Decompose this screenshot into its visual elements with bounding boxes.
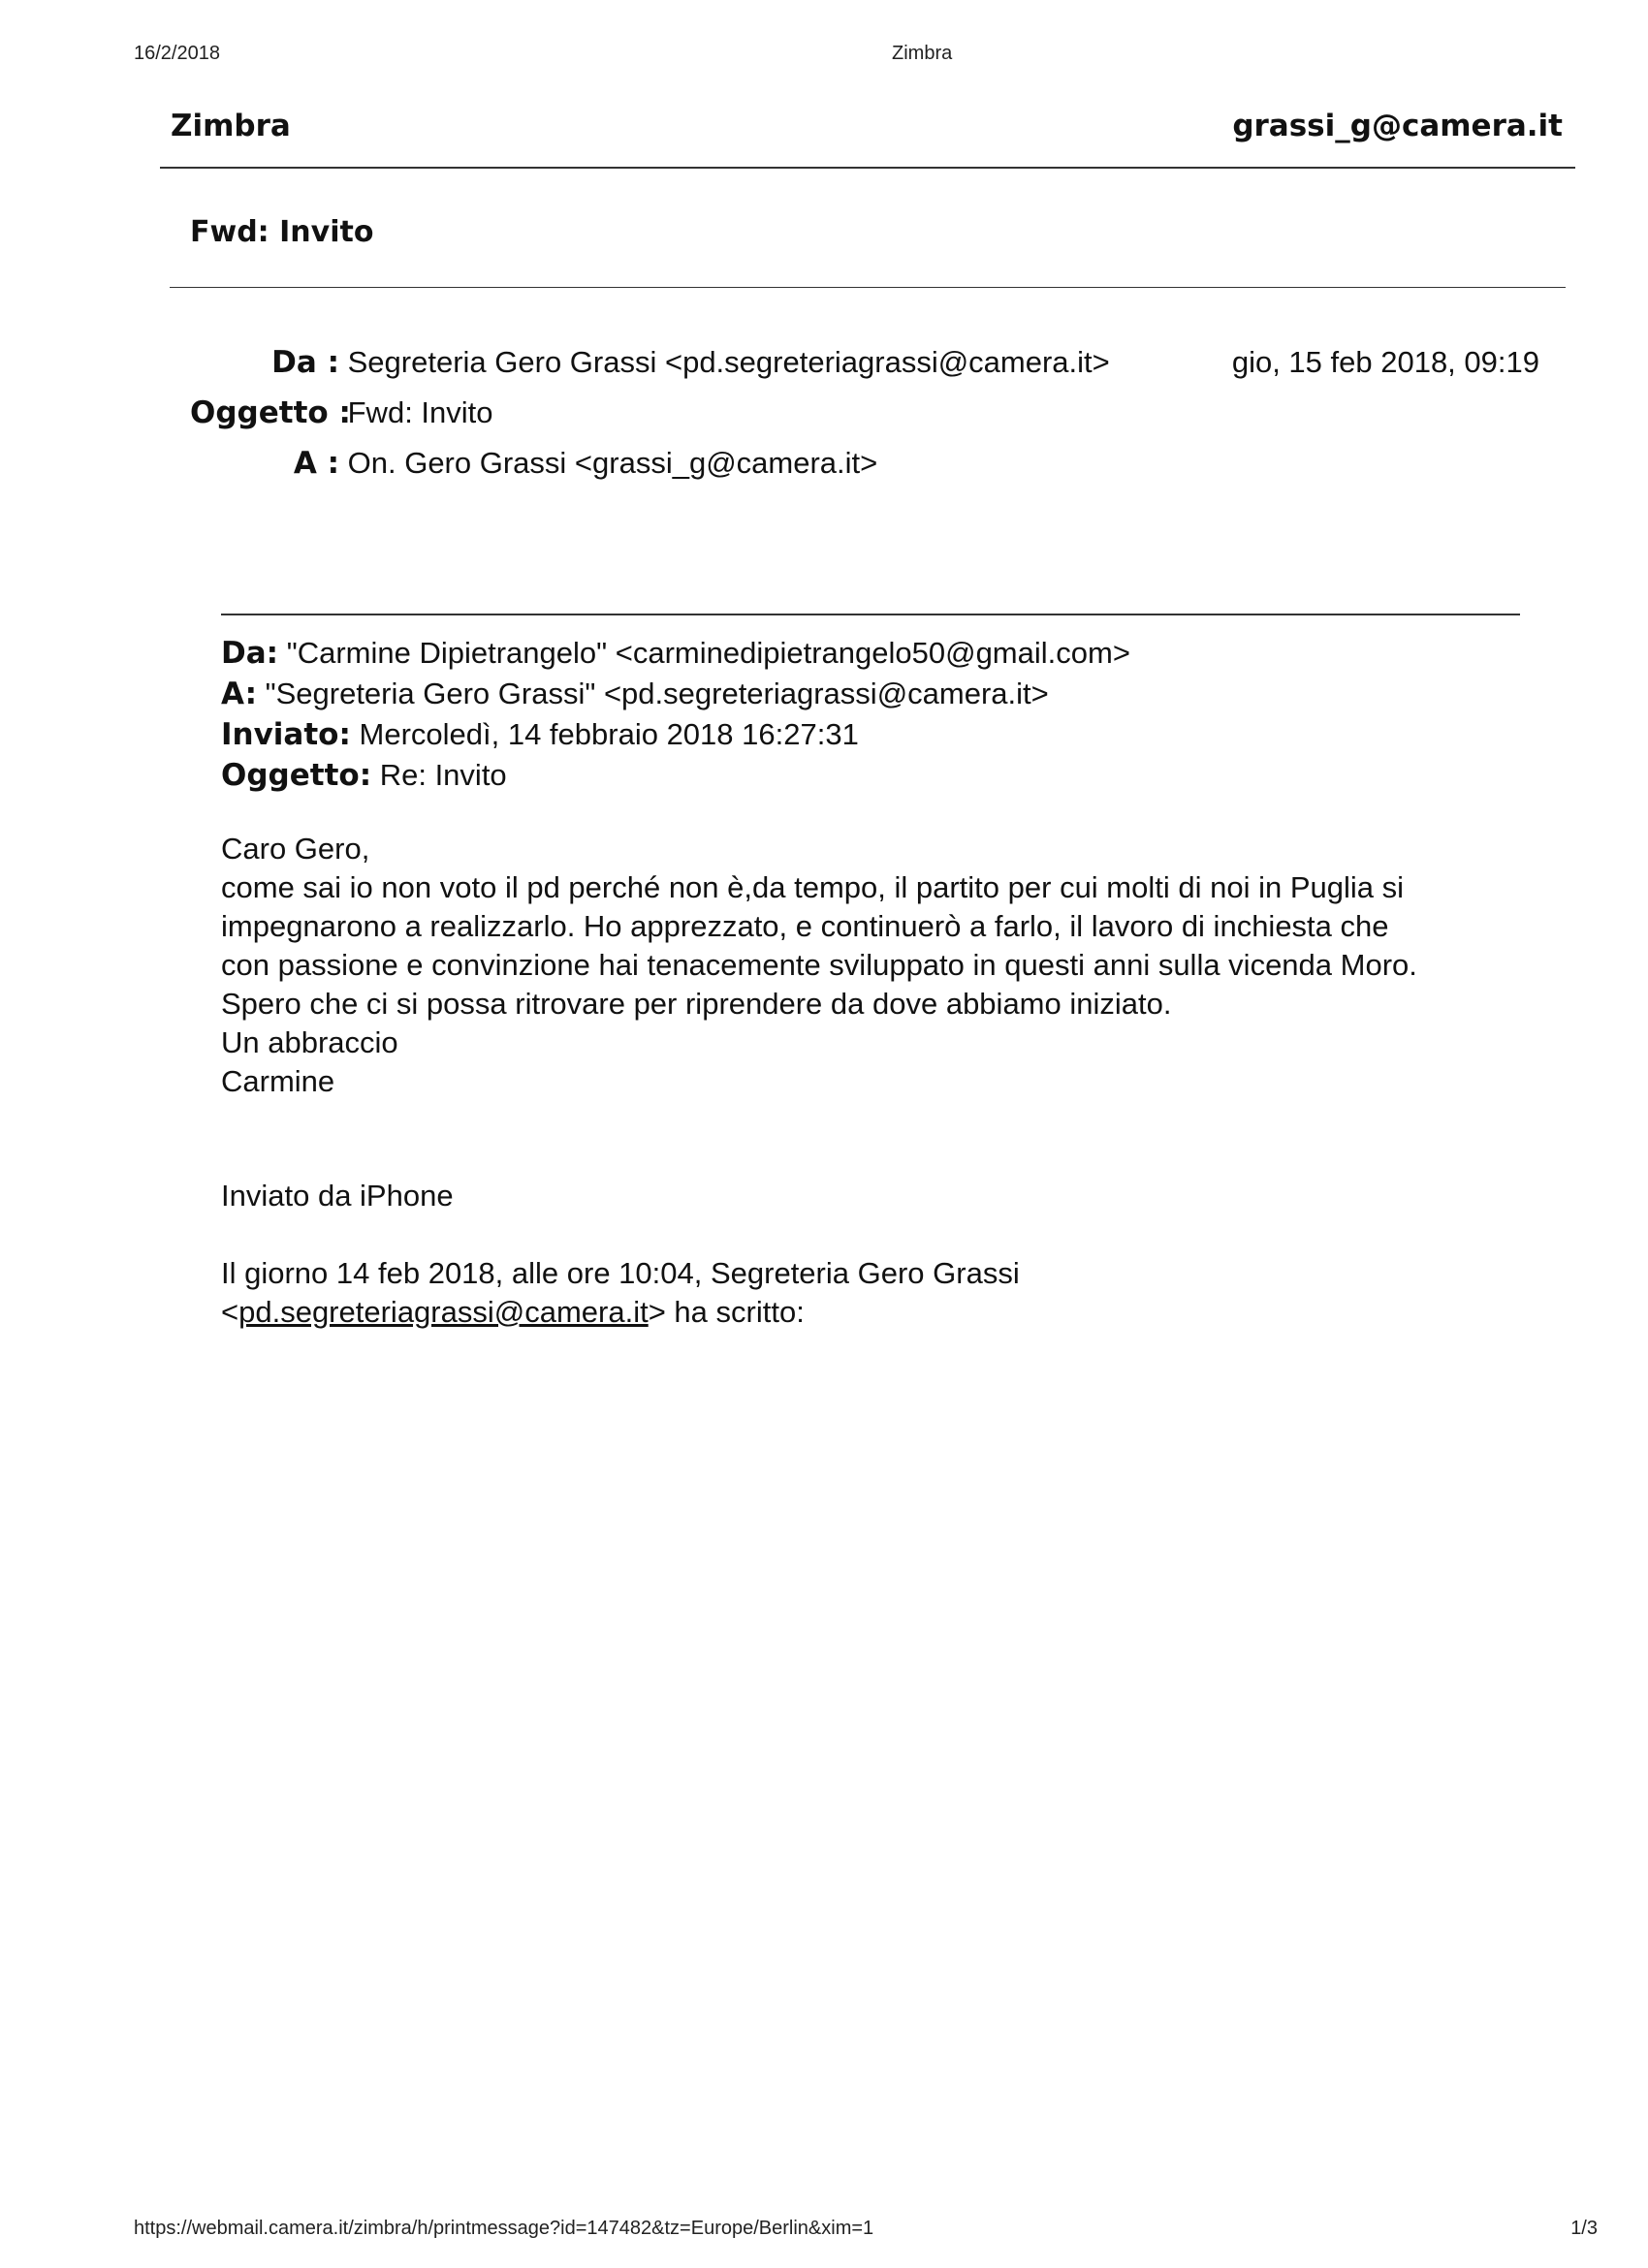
quoted-from-value: "Carmine Dipietrangelo" <carminedipietrangelo50@gmail.com> [286,636,1130,670]
signature: Carmine [221,1064,335,1098]
quoted-sent-row [221,717,859,752]
body-line: come sai io non voto il pd perché non è,da tempo, il partito per cui molti di noi in Puglia si [221,870,1405,904]
from-value: Segreteria Gero Grassi <pd.segreteriagrassi@camera.it> [347,345,1110,379]
quoted-subject-value: Re: Invito [379,758,507,792]
quoted-from-row [221,636,1130,671]
quoted-to-value: "Segreteria Gero Grassi" <pd.segreteriagrassi@camera.it> [265,677,1049,710]
body-line: con passione e convinzione hai tenacemente sviluppato in questi anni sulla vicenda Moro. [221,948,1417,982]
body-line: Spero che ci si possa ritrovare per riprendere da dove abbiamo iniziato. [221,987,1172,1021]
print-title: Zimbra [892,43,953,64]
message-subject: Fwd: Invito [190,215,374,249]
to-value: On. Gero Grassi <grassi_g@camera.it> [347,446,878,480]
quoted-divider [221,614,1520,615]
reply-attribution: Il giorno 14 feb 2018, alle ore 10:04, Segreteria Gero Grassi [221,1256,1020,1290]
quoted-from-label: Da: [221,636,279,671]
quoted-subject-row [221,758,507,793]
body-line: Un abbraccio [221,1025,398,1059]
quoted-sent-label: Inviato: [221,717,351,752]
message-subject-row [190,395,493,430]
print-date: 16/2/2018 [134,43,220,64]
to-label: A : [293,446,339,481]
sent-from-device: Inviato da iPhone [221,1179,454,1213]
reply-lt: < [221,1295,239,1329]
body-line: Caro Gero, [221,832,370,866]
subject-divider [170,287,1566,288]
reply-tail: > ha scritto: [648,1295,805,1329]
subject-value: Fwd: Invito [347,395,493,429]
message-to-row [190,446,877,481]
quoted-subject-label: Oggetto: [221,758,372,793]
from-label: Da : [271,345,339,380]
print-page-number: 1/3 [1570,2218,1598,2239]
quoted-to-label: A: [221,677,257,711]
reply-attribution-email-row [221,1295,805,1330]
body-line: impegnarono a realizzarlo. Ho apprezzato, e continuerò a farlo, il lavoro di inchiesta che [221,909,1389,943]
message-from-row [190,345,1110,380]
app-logo: Zimbra [171,109,291,143]
quoted-sent-value: Mercoledì, 14 febbraio 2018 16:27:31 [359,717,859,751]
message-date: gio, 15 feb 2018, 09:19 [1231,345,1539,379]
quoted-to-row [221,677,1049,711]
print-url: https://webmail.camera.it/zimbra/h/printmessage?id=147482&tz=Europe/Berlin&xim=1 [134,2218,874,2239]
account-email: grassi_g@camera.it [1232,109,1563,143]
header-divider [160,167,1575,169]
subject-label: Oggetto : [190,395,351,430]
reply-email-link[interactable]: pd.segreteriagrassi@camera.it [238,1295,649,1329]
